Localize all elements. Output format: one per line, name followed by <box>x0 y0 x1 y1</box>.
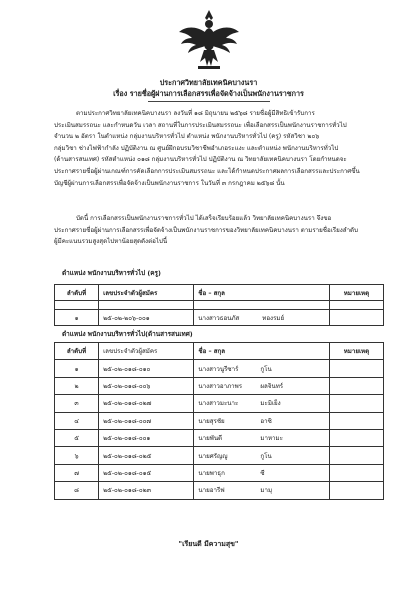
row-no: ๗ <box>55 464 99 481</box>
row-first-name: นางสาวนูรีซาร์ <box>198 365 239 373</box>
row-name <box>194 412 329 429</box>
paragraph-line: ผู้มีคะแนนรวมสูงสุดไปหาน้อยสุดดังต่อไปนี้ <box>54 238 168 246</box>
row-last-name: ซี <box>260 469 265 477</box>
row-no: ๑ <box>55 360 99 377</box>
row-first-name: นางสาวมะนาะ <box>198 400 239 408</box>
row-last-name: อาซิ <box>260 417 272 425</box>
result-paragraph <box>54 213 382 248</box>
col-header-id: เลขประจำตัวผู้สมัคร <box>99 285 194 301</box>
paragraph-line: ประกาศรายชื่อผู้ผ่านเกณฑ์การคัดเลือกการประเมินสมรรถนะ และได้กำหนดประกาศผลการเลือกสรรและประกาศขึ้น <box>54 167 360 175</box>
row-note <box>329 464 383 481</box>
row-id: ๒๕-๐๒-๐๑๘-๐๒๓ <box>99 482 194 499</box>
paragraph-line: ประเมินสมรรถนะ และกำหนดวัน เวลา สถานที่ในการประเมินสมรรถนะ เพื่อเลือกสรรเป็นพนักงานราชการทั่วไป <box>54 121 347 129</box>
table-row <box>55 377 384 394</box>
section-title-it: ตำแหน่ง พนักงานบริหารทั่วไป(ด้านสารสนเทศ) <box>62 330 193 338</box>
it-result-table <box>54 342 384 500</box>
row-id: ๒๕-๐๒-๐๑๘-๐๑๐ <box>99 360 194 377</box>
row-last-name: กูโน <box>260 365 272 373</box>
row-first-name: นางสาวธอนภัส <box>198 314 240 322</box>
table-row <box>55 395 384 412</box>
intro-paragraph <box>54 108 382 189</box>
row-name <box>194 429 329 446</box>
row-no: ๕ <box>55 429 99 446</box>
row-name <box>194 395 329 412</box>
row-note <box>329 482 383 499</box>
row-id: ๒๕-๐๒-๐๑๘-๐๐๑ <box>99 429 194 446</box>
garuda-emblem-icon <box>176 6 242 72</box>
row-note <box>329 429 383 446</box>
paragraph-line: จำนวน ๒ อัตรา ในตำแหน่ง กลุ่มงานบริหารทั่วไป ตำแหน่ง พนักงานบริหารทั่วไป (ครู) รหัสวิชา ๒๐๖ <box>54 133 320 141</box>
row-last-name: มามุ <box>260 487 273 495</box>
section-title-teacher: ตำแหน่ง พนักงานบริหารทั่วไป (ครู) <box>62 269 161 277</box>
row-first-name: นายพาธุก <box>198 469 225 477</box>
table-row <box>55 482 384 499</box>
table-header-row <box>55 285 384 301</box>
row-note <box>329 395 383 412</box>
row-last-name: มะมิเย็ง <box>260 400 281 408</box>
paragraph-line: กลุ่มวิชา ช่างไฟฟ้ากำลัง ปฏิบัติงาน ณ ศูนย์ฝึกอบรมวิชาชีพอำเภอระแงะ และตำแหน่ง พนักงานบริหารทั่วไป <box>54 144 339 152</box>
row-note <box>329 447 383 464</box>
row-first-name: นางสาวอาภาพร <box>198 382 243 390</box>
row-id: ๒๕-๐๒-๐๑๘-๐๑๕ <box>99 464 194 481</box>
announcement-org-title: ประกาศวิทยาลัยเทคนิคบางนรา <box>159 78 258 87</box>
paragraph-line: (ด้านสารสนเทศ) รหัสตำแหน่ง ๐๑๘ กลุ่มงานบริหารทั่วไป ปฏิบัติงาน ณ วิทยาลัยเทคนิคบางนรา โดยกำหนดจะ <box>54 156 347 164</box>
paragraph-line: ตามประกาศวิทยาลัยเทคนิคบางนรา ลงวันที่ ๑๘ มิถุนายน ๒๕๖๘ รายชื่อผู้มีสิทธิเข้ารับการ <box>76 110 315 117</box>
row-id: ๒๕-๐๒-๐๑๘-๐๒๕ <box>99 447 194 464</box>
table-row <box>55 429 384 446</box>
row-name <box>194 377 329 394</box>
closing-motto: "เรียนดี มีความสุข" <box>178 540 239 548</box>
row-id: ๒๕-๐๒-๒๐๖-๐๐๑ <box>99 310 194 326</box>
row-note <box>329 377 383 394</box>
row-no: ๓ <box>55 395 99 412</box>
table-header-row <box>55 343 384 360</box>
row-note <box>329 412 383 429</box>
row-first-name: นายอารีฟ <box>198 487 225 495</box>
table-row <box>55 310 384 326</box>
row-last-name: กูโน <box>260 452 272 460</box>
row-name <box>194 310 330 326</box>
row-name <box>194 482 329 499</box>
header-divider <box>148 101 270 102</box>
table-row <box>55 360 384 377</box>
row-last-name: ทองรมย์ <box>262 314 285 322</box>
announcement-subject: เรื่อง รายชื่อผู้ผ่านการเลือกสรรเพื่อจัดจ้างเป็นพนักงานราชการ <box>113 89 304 98</box>
col-header-note: หมายเหตุ <box>329 343 383 360</box>
col-header-name: ชื่อ – สกุล <box>194 285 330 301</box>
paragraph-line: ประกาศรายชื่อผู้ผ่านการเลือกสรรเพื่อจัดจ้างเป็นพนักงานราชการของวิทยาลัยเทคนิคบางนรา ตามรายชื่อเรียงลำดับ <box>54 226 358 234</box>
row-note <box>329 360 383 377</box>
teacher-result-table <box>54 284 384 326</box>
row-last-name: ผลจินทร์ <box>260 382 284 390</box>
col-header-name: ชื่อ – สกุล <box>194 343 329 360</box>
row-last-name: มาหามะ <box>260 435 283 443</box>
table-row <box>55 464 384 481</box>
row-id: ๒๕-๐๒-๐๑๘-๐๐๖ <box>99 377 194 394</box>
row-note <box>329 310 383 326</box>
row-first-name: นายสุรชัย <box>198 417 225 425</box>
row-name <box>194 464 329 481</box>
row-name <box>194 447 329 464</box>
paragraph-line: บัดนี้ การเลือกสรรเป็นพนักงานราชการทั่วไป ได้เสร็จเรียบร้อยแล้ว วิทยาลัยเทคนิคบางนรา จึงขอ <box>76 215 332 222</box>
table-row <box>55 412 384 429</box>
col-header-no: ลำดับที่ <box>55 285 99 301</box>
row-id: ๒๕-๐๒-๐๑๘-๐๒๗ <box>99 395 194 412</box>
row-no: ๘ <box>55 482 99 499</box>
col-header-note: หมายเหตุ <box>329 285 383 301</box>
col-header-no: ลำดับที่ <box>55 343 99 360</box>
row-first-name: นายพันดี <box>198 435 223 443</box>
table-row <box>55 447 384 464</box>
row-no: ๔ <box>55 412 99 429</box>
row-id: ๒๕-๐๒-๐๑๘-๐๐๗ <box>99 412 194 429</box>
row-first-name: นายศรัญญู <box>198 452 228 460</box>
table-spacer-row <box>55 301 384 310</box>
row-no: ๖ <box>55 447 99 464</box>
row-no: ๒ <box>55 377 99 394</box>
paragraph-line: บัญชีผู้ผ่านการเลือกสรรเพื่อจัดจ้างเป็นพนักงานราชการ ในวันที่ ๓ กรกฎาคม ๒๕๖๘ นั้น <box>54 179 285 187</box>
row-no: ๑ <box>55 310 99 326</box>
row-name <box>194 360 329 377</box>
col-header-id: เลขประจำตัวผู้สมัคร <box>99 343 194 360</box>
